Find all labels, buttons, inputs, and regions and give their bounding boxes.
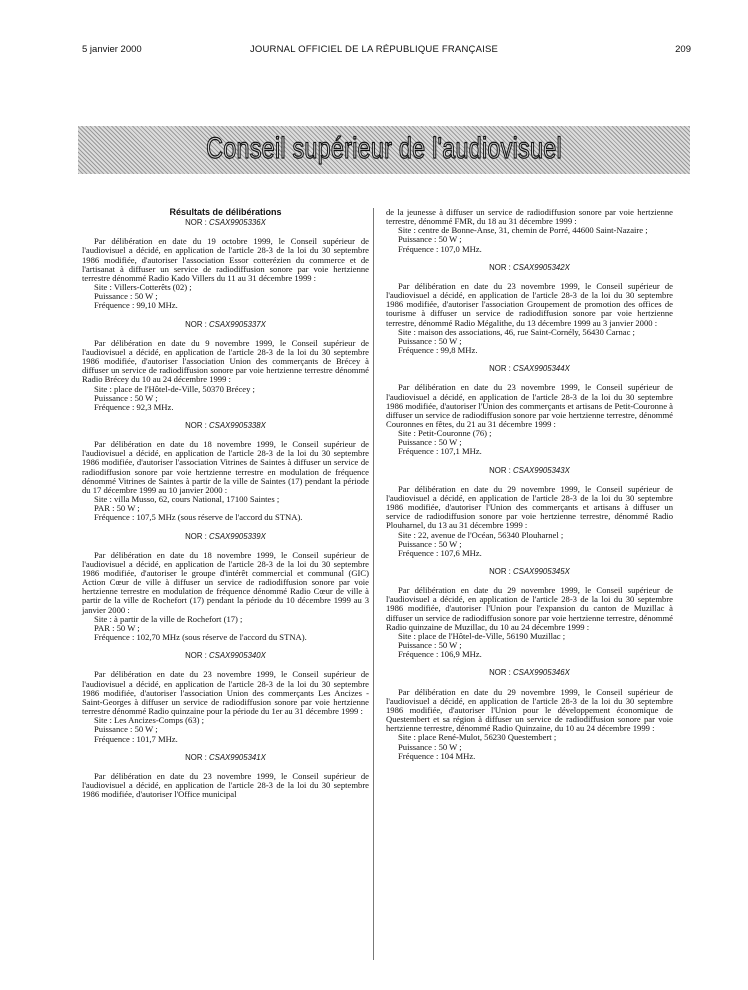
detail-line: Site : Petit-Couronne (76) ; bbox=[398, 428, 492, 439]
deliberation-entry bbox=[82, 651, 369, 743]
deliberation-text: Par délibération en date du 23 novembre 1999, le Conseil supérieur de l'audiovisuel a décidé, en application de l'article 28-3 de la loi du 30 septembre 1986 modifiée, d'autoriser l'Office municipal bbox=[82, 770, 369, 800]
detail-line: Puissance : 50 W ; bbox=[94, 392, 158, 403]
detail-line: Fréquence : 99,10 MHz. bbox=[94, 300, 178, 311]
detail-line: Fréquence : 107,6 MHz. bbox=[398, 547, 482, 558]
detail-line: Fréquence : 107,5 MHz (sous réserve de l'accord du STNA). bbox=[94, 512, 303, 523]
deliberation-entry bbox=[82, 218, 369, 310]
nor-code: CSAX9905346X bbox=[513, 668, 570, 678]
nor-label: NOR : bbox=[489, 465, 511, 475]
banner-title: Conseil supérieur de l'audiovisuel bbox=[206, 132, 562, 165]
nor-reference bbox=[386, 668, 673, 677]
detail-line: Fréquence : 104 MHz. bbox=[398, 750, 476, 761]
deliberation-entry bbox=[386, 466, 673, 558]
nor-reference bbox=[386, 364, 673, 373]
nor-reference bbox=[82, 320, 369, 329]
detail-line: Puissance : 50 W ; bbox=[398, 741, 462, 752]
detail-line: Fréquence : 107,1 MHz. bbox=[398, 446, 482, 457]
nor-reference bbox=[82, 218, 369, 227]
nor-code: CSAX9905340X bbox=[209, 651, 266, 661]
detail-line: Site : Les Ancizes-Comps (63) ; bbox=[94, 715, 205, 726]
nor-label: NOR : bbox=[185, 420, 207, 430]
nor-label: NOR : bbox=[489, 262, 511, 272]
deliberation-text: Par délibération en date du 23 novembre 1999, le Conseil supérieur de l'audiovisuel a décidé, en application de l'article 28-3 de la loi du 30 septembre 1986 modifiée, d'autoriser l'association Union des commerçants Les Ancizes - Saint-Georges à diffuser un service de radiodiffusion sonore par voie hertzienne terrestre dénommé Radio quinzaine pour la période du 1er au 31 décembre 1999 : bbox=[82, 669, 369, 717]
page-header bbox=[0, 0, 748, 60]
nor-reference bbox=[82, 421, 369, 430]
nor-reference bbox=[386, 263, 673, 272]
deliberation-entry bbox=[82, 421, 369, 523]
deliberation-entry bbox=[82, 532, 369, 643]
detail-line: Site : place de l'Hôtel-de-Ville, 56190 Muzillac ; bbox=[398, 630, 566, 641]
deliberation-entry bbox=[386, 208, 673, 254]
detail-line: Puissance : 50 W ; bbox=[94, 291, 158, 302]
nor-code: CSAX9905337X bbox=[209, 319, 266, 329]
detail-line: Site : à partir de la ville de Rochefort (17) ; bbox=[94, 613, 243, 624]
left-column bbox=[82, 208, 369, 799]
detail-line: Puissance : 50 W ; bbox=[398, 538, 462, 549]
deliberation-text: Par délibération en date du 29 novembre 1999, le Conseil supérieur de l'audiovisuel a décidé, en application de l'article 28-3 de la loi du 30 septembre 1986 modifiée, d'autoriser l'Union pour le développement économique de Questembert et sa région à diffuser un service de radiodiffusion sonore par voie hertzienne terrestre, dénommé Radio Quinzaine, du 10 au 24 décembre 1999 : bbox=[386, 686, 673, 734]
nor-label: NOR : bbox=[185, 319, 207, 329]
journal-title: JOURNAL OFFICIEL DE LA RÉPUBLIQUE FRANÇAISE bbox=[249, 44, 499, 55]
header-date: 5 janvier 2000 bbox=[82, 44, 142, 55]
deliberation-entry bbox=[386, 668, 673, 760]
nor-label: NOR : bbox=[185, 752, 207, 762]
detail-line: Site : place de l'Hôtel-de-Ville, 50370 Brécey ; bbox=[94, 383, 255, 394]
nor-code: CSAX9905345X bbox=[513, 567, 570, 576]
section-banner bbox=[78, 126, 690, 174]
detail-line: Fréquence : 92,3 MHz. bbox=[94, 401, 174, 412]
deliberation-text: Par délibération en date du 18 novembre 1999, le Conseil supérieur de l'audiovisuel a décidé, en application de l'article 28-3 de la loi du 30 septembre 1986 modifiée, d'autoriser le groupe d'intérêt commercial et communal (GIC) Action Cœur de ville à diffuser un service de radiodiffusion sonore par voie hertzienne terrestre en modulation de fréquence dénommé Radio Cœur de ville à partir de la ville de Rochefort (17) pendant la période du 10 décembre 1999 au 3 janvier 2000 : bbox=[82, 549, 369, 615]
detail-line: Puissance : 50 W ; bbox=[398, 234, 462, 245]
detail-line: Puissance : 50 W ; bbox=[398, 640, 462, 651]
nor-label: NOR : bbox=[185, 531, 207, 541]
nor-label: NOR : bbox=[185, 651, 207, 661]
deliberation-text: Par délibération en date du 23 novembre 1999, le Conseil supérieur de l'audiovisuel a décidé, en application de l'article 28-3 de la loi du 30 septembre 1986 modifiée, d'autoriser l'association Groupement de promotion des offices de tourisme à diffuser un service de radiodiffusion sonore par voie hertzienne terrestre, dénommé Radio Mégalithe, du 13 décembre 1999 au 3 janvier 2000 : bbox=[386, 280, 673, 328]
nor-reference bbox=[82, 532, 369, 541]
deliberation-text: Par délibération en date du 19 octobre 1999, le Conseil supérieur de l'audiovisuel a décidé, en application de l'article 28-3 de la loi du 30 septembre 1986 modifiée, d'autoriser l'association Essor cotterézien du commerce et de l'artisanat à diffuser un service de radiodiffusion sonore par voie hertzienne terrestre dénommé Radio Kado Villers du 11 au 31 décembre 1999 : bbox=[82, 236, 369, 283]
nor-code: CSAX9905336X bbox=[209, 218, 266, 228]
nor-label: NOR : bbox=[489, 668, 511, 678]
deliberation-text: Par délibération en date du 29 novembre 1999, le Conseil supérieur de l'audiovisuel a décidé, en application de l'article 28-3 de la loi du 30 septembre 1986 modifiée, d'autoriser l'Union des commerçants et artisans à diffuser un service de radiodiffusion sonore par voie hertzienne terrestre, dénommé Radio Plouharnel, du 13 au 31 décembre 1999 : bbox=[386, 483, 673, 531]
detail-line: PAR : 50 W ; bbox=[94, 503, 140, 514]
detail-line: PAR : 50 W ; bbox=[94, 622, 140, 633]
deliberation-entry bbox=[82, 753, 369, 800]
deliberation-entry bbox=[386, 567, 673, 659]
nor-code: CSAX9905342X bbox=[513, 262, 570, 272]
nor-code: CSAX9905344X bbox=[513, 364, 570, 374]
detail-line: Site : maison des associations, 46, rue Saint-Cornély, 56430 Carnac ; bbox=[398, 326, 635, 337]
detail-line: Site : villa Musso, 62, cours National, 17100 Saintes ; bbox=[94, 494, 280, 505]
nor-reference bbox=[386, 567, 673, 576]
nor-code: CSAX9905339X bbox=[209, 531, 266, 541]
deliberation-entry bbox=[82, 320, 369, 412]
detail-line: Fréquence : 106,9 MHz. bbox=[398, 649, 482, 660]
deliberation-entry bbox=[386, 263, 673, 355]
detail-line: Puissance : 50 W ; bbox=[398, 437, 462, 448]
nor-code: CSAX9905341X bbox=[209, 752, 266, 762]
column-divider bbox=[373, 208, 374, 960]
section-title: Résultats de délibérations bbox=[169, 207, 282, 217]
nor-reference bbox=[82, 753, 369, 762]
nor-code: CSAX9905338X bbox=[209, 420, 266, 430]
detail-line: Fréquence : 101,7 MHz. bbox=[94, 733, 178, 744]
detail-line: Fréquence : 102,70 MHz (sous réserve de l'accord du STNA). bbox=[94, 632, 307, 643]
detail-line: Fréquence : 107,0 MHz. bbox=[398, 243, 482, 254]
deliberation-text: Par délibération en date du 23 novembre 1999, le Conseil supérieur de l'audiovisuel a décidé, en application de l'article 28-3 de la loi du 30 septembre 1986 modifiée, d'autoriser l'Union des commerçants et artisans de Petit-Couronne à diffuser un service de radiodiffusion sonore par voie hertzienne terrestre, dénommé Couronnes en fêtes, du 21 au 31 décembre 1999 : bbox=[386, 382, 673, 429]
detail-line: Site : place René-Mulot, 56230 Questembert ; bbox=[398, 732, 557, 743]
detail-line: Site : Villers-Cotterêts (02) ; bbox=[94, 282, 192, 293]
page-number: 209 bbox=[675, 44, 691, 55]
deliberation-entry bbox=[386, 364, 673, 456]
detail-line: Puissance : 50 W ; bbox=[94, 724, 158, 735]
nor-code: CSAX9905343X bbox=[513, 465, 570, 475]
nor-reference bbox=[82, 651, 369, 660]
detail-line: Fréquence : 99,8 MHz. bbox=[398, 345, 478, 356]
continued-paragraph: de la jeunesse à diffuser un service de radiodiffusion sonore par voie hertzienne terrestre, dénommé FMR, du 18 au 31 décembre 1999 : bbox=[386, 207, 673, 227]
detail-line: Site : 22, avenue de l'Océan, 56340 Plouharnel ; bbox=[398, 529, 564, 540]
right-column bbox=[386, 208, 673, 761]
detail-line: Puissance : 50 W ; bbox=[398, 335, 462, 346]
deliberation-text: Par délibération en date du 18 novembre 1999, le Conseil supérieur de l'audiovisuel a décidé, en application de l'article 28-3 de la loi du 30 septembre 1986 modifiée, d'autoriser l'association Vitrines de Saintes à diffuser un service de radiodiffusion sonore par voie hertzienne terrestre en modulation de fréquence dénommé Vitrines de Saintes à partir de la ville de Saintes (17) pendant la période du 17 décembre 1999 au 10 janvier 2000 : bbox=[82, 439, 369, 495]
deliberation-text: Par délibération en date du 29 novembre 1999, le Conseil supérieur de l'audiovisuel a décidé, en application de l'article 28-3 de la loi du 30 septembre 1986 modifiée, d'autoriser l'Union pour l'expansion du canton de Muzillac à diffuser un service de radiodiffusion sonore par voie hertzienne terrestre, dénommé Radio quinzaine de Muzillac, du 10 au 24 décembre 1999 : bbox=[386, 585, 673, 632]
deliberation-text: Par délibération en date du 9 novembre 1999, le Conseil supérieur de l'audiovisuel a décidé, en application de l'article 28-3 de la loi du 30 septembre 1986 modifiée, d'autoriser l'association Union des commerçants de Brécey à diffuser un service de radiodiffusion sonore par voie hertzienne terrestre dénommé Radio Brécey du 10 au 24 décembre 1999 : bbox=[82, 337, 369, 385]
nor-label: NOR : bbox=[489, 364, 511, 374]
nor-label: NOR : bbox=[185, 218, 207, 228]
detail-line: Site : centre de Bonne-Anse, 31, chemin de Porré, 44600 Saint-Nazaire ; bbox=[398, 225, 648, 236]
nor-reference bbox=[386, 466, 673, 475]
nor-label: NOR : bbox=[489, 567, 511, 576]
